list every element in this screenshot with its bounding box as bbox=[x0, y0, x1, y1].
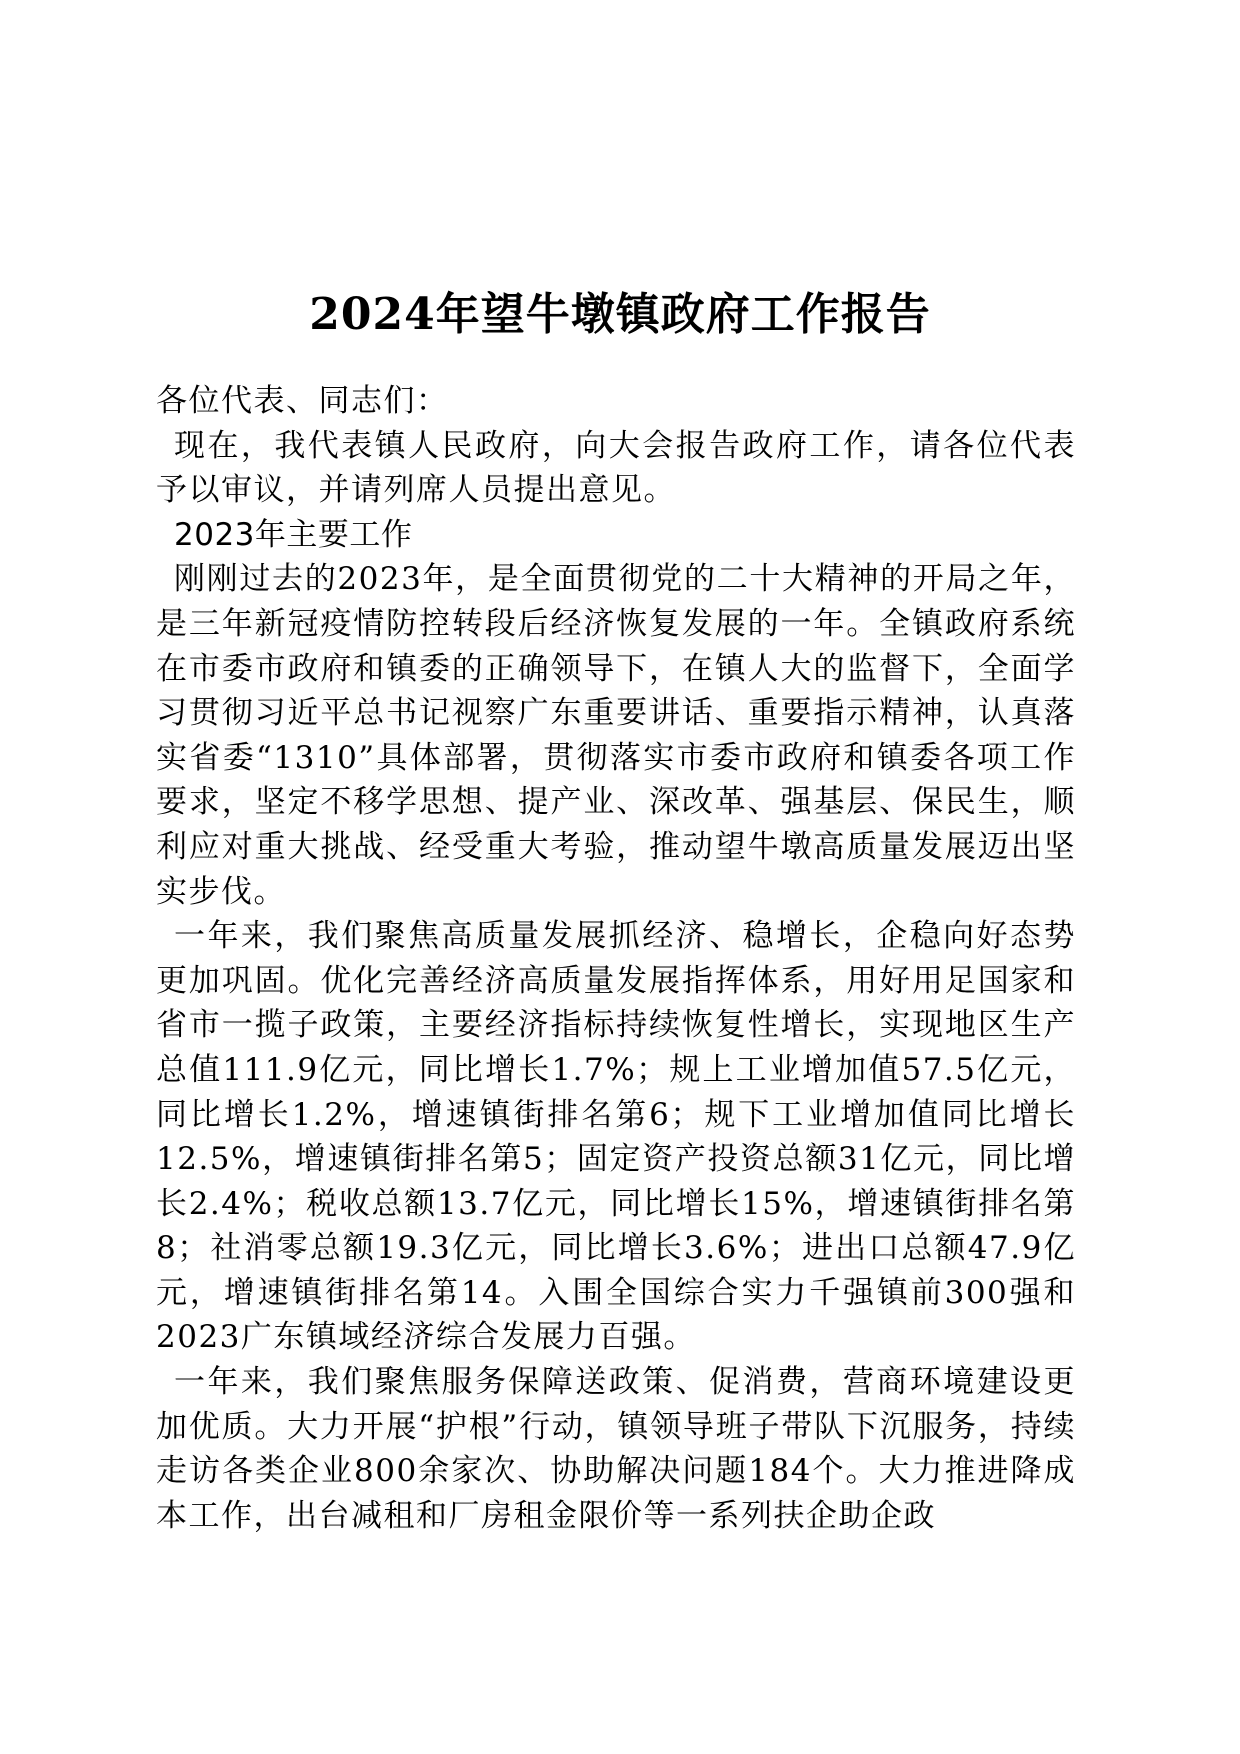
salutation: 各位代表、同志们： bbox=[156, 383, 449, 419]
intro-paragraph: 现在，我代表镇人民政府，向大会报告政府工作，请各位代表予以审议，并请列席人员提出意见。 bbox=[156, 427, 1076, 509]
body-paragraph: 一年来，我们聚焦服务保障送政策、促消费，营商环境建设更加优质。大力开展“护根”行动，镇领导班子带队下沉服务，持续走访各类企业800余家次、协助解决问题184个。大力推进降成本工作，出台减租和厂房租金限价等一系列扶企助企政 bbox=[156, 1364, 1076, 1534]
body-paragraph: 刚刚过去的2023年，是全面贯彻党的二十大精神的开局之年，是三年新冠疫情防控转段后经济恢复发展的一年。全镇政府系统在市委市政府和镇委的正确领导下，在镇人大的监督下，全面学习贯彻习近平总书记视察广东重要讲话、重要指示精神，认真落实省委“1310”具体部署，贯彻落实市委市政府和镇委各项工作要求，坚定不移学思想、提产业、深改革、强基层、保民生，顺利应对重大挑战、经受重大考验，推动望牛墩高质量发展迈出坚实步伐。 bbox=[156, 561, 1076, 910]
document-title: 2024年望牛墩镇政府工作报告 bbox=[309, 289, 931, 341]
body-paragraph: 一年来，我们聚焦高质量发展抓经济、稳增长，企稳向好态势更加巩固。优化完善经济高质量发展指挥体系，用好用足国家和省市一揽子政策，主要经济指标持续恢复性增长，实现地区生产总值111.9亿元，同比增长1.7%；规上工业增加值57.5亿元，同比增长1.2%，增速镇街排名第6；规下工业增加值同比增长12.5%，增速镇街排名第5；固定资产投资总额31亿元，同比增长2.4%；税收总额13.7亿元，同比增长15%，增速镇街排名第8；社消零总额19.3亿元，同比增长3.6%；进出口总额47.9亿元，增速镇街排名第14。入围全国综合实力千强镇前300强和2023广东镇域经济综合发展力百强。 bbox=[156, 918, 1076, 1356]
document-body bbox=[156, 379, 1076, 1538]
section-heading: 2023年主要工作 bbox=[174, 516, 413, 553]
